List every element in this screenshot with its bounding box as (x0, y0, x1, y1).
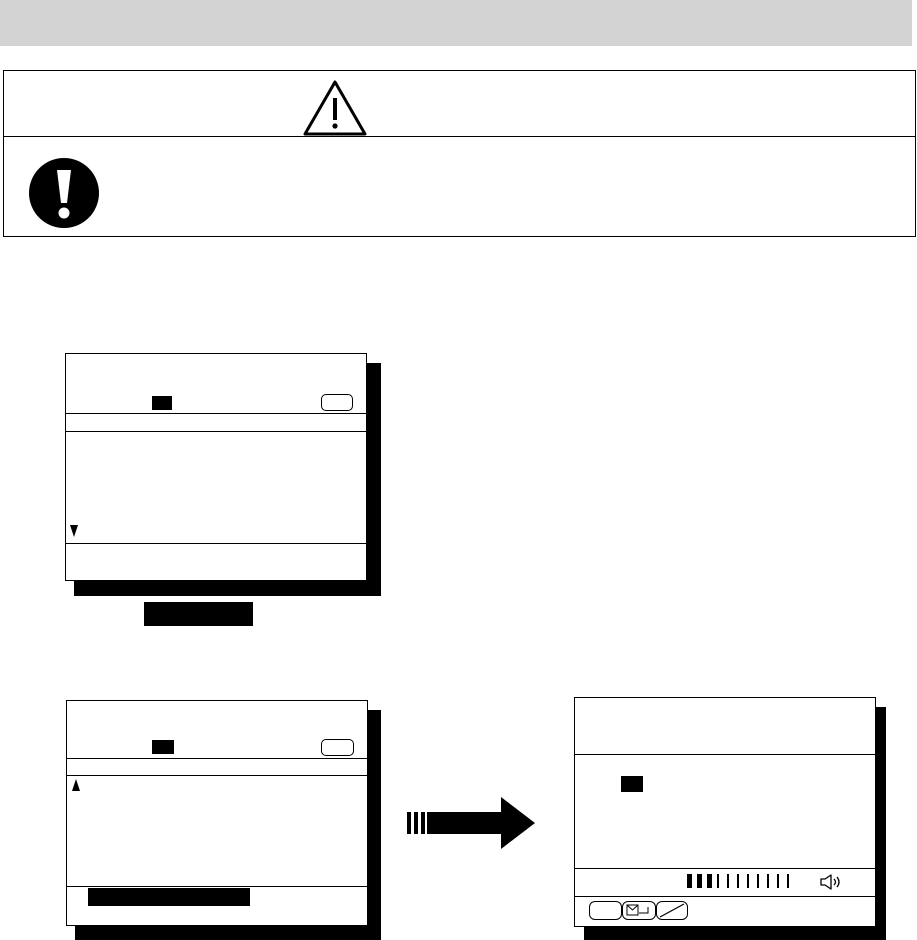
screen3-divider-top (575, 754, 875, 755)
screen1-divider-menu (66, 431, 366, 432)
warning-box (3, 70, 916, 237)
right-arrow-icon (407, 797, 535, 849)
volume-segment (727, 874, 729, 888)
screen2-divider-top (67, 758, 367, 759)
mandatory-action-icon (27, 156, 101, 230)
screen2-footer-highlight (88, 888, 250, 906)
screen3 (574, 697, 876, 927)
screen2-channel-marker (152, 740, 174, 754)
volume-segment (767, 874, 769, 888)
volume-bar (687, 874, 797, 888)
volume-segment (737, 874, 739, 888)
screen1-caption-highlight (144, 602, 253, 626)
volume-segment (687, 874, 692, 888)
screen1-channel-marker (152, 396, 172, 410)
volume-segment (787, 874, 789, 888)
screen2 (66, 700, 368, 926)
screen1-divider-top (66, 413, 366, 414)
screen2-mode-indicator (321, 739, 354, 756)
volume-segment (747, 874, 749, 888)
screen2-divider-bottom (67, 886, 367, 887)
screen1-divider-bottom (66, 543, 366, 544)
volume-segment (777, 874, 779, 888)
warning-triangle-icon (302, 79, 368, 137)
warning-divider (4, 136, 915, 137)
screen1-mode-indicator (321, 394, 353, 411)
screen2-scroll-up-icon (72, 779, 80, 791)
volume-segment (717, 874, 719, 888)
screen3-divider-status (575, 868, 875, 869)
screen3-mode-icon (589, 901, 622, 920)
screen1 (65, 353, 367, 581)
speaker-icon (819, 874, 843, 890)
disabled-icon (656, 901, 688, 920)
screen3-divider-bottom (575, 896, 875, 897)
screen2-divider-menu (67, 775, 367, 776)
message-icon (622, 901, 656, 920)
volume-segment (697, 874, 702, 888)
section-header-bar (0, 0, 912, 46)
screen1-scroll-down-icon (70, 525, 78, 537)
screen3-channel-marker (621, 776, 643, 792)
volume-segment (757, 874, 759, 888)
volume-segment (707, 874, 712, 888)
